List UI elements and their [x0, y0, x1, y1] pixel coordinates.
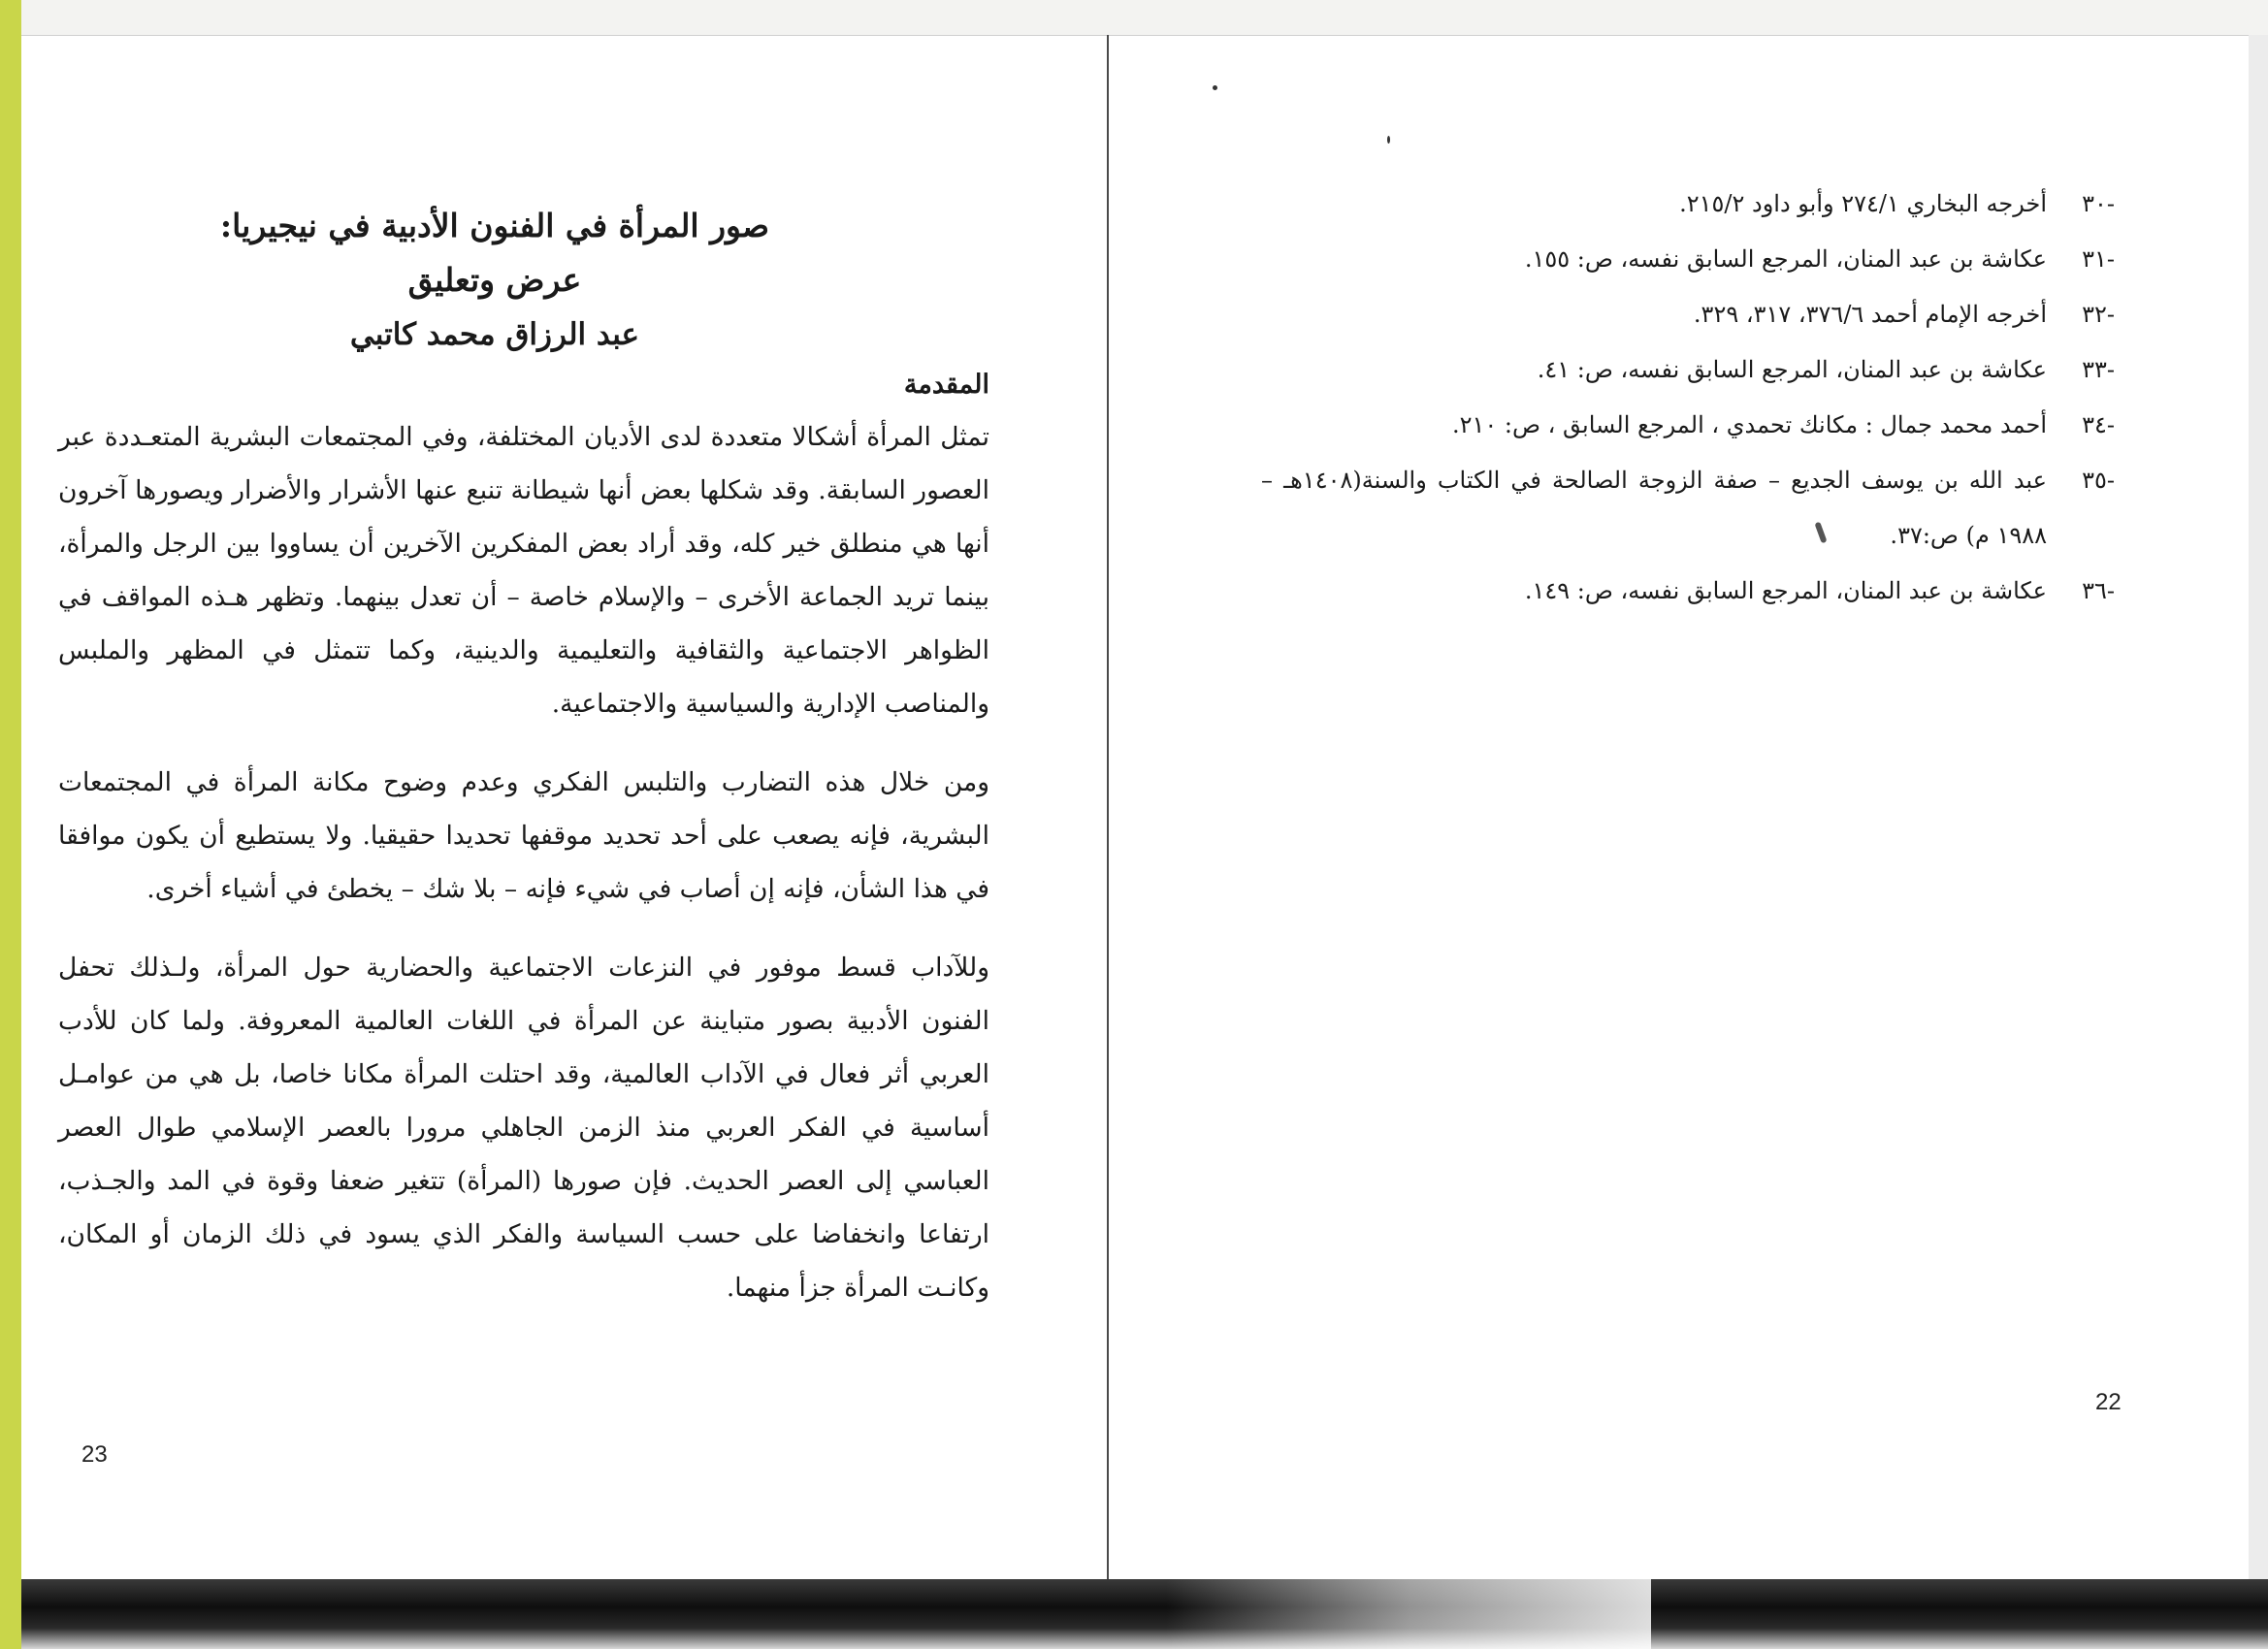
- endnote-item: [1261, 232, 2115, 287]
- article-subtitle: عرض وتعليق: [407, 261, 582, 299]
- scan-speck: [1387, 136, 1390, 144]
- endnote-text: أحمد محمد جمال : مكانك تحمدي ، المرجع السابق ، ص: ٢١٠.: [1451, 411, 2047, 438]
- endnote-number: -٣٦: [2082, 577, 2115, 604]
- page-number-right: 22: [2095, 1389, 2122, 1415]
- endnote-number: -٣٣: [2082, 356, 2115, 383]
- endnote-text: عكاشة بن عبد المنان، المرجع السابق نفسه، ص: ١٤٩.: [1524, 577, 2047, 604]
- endnote-number: -٣٠: [2082, 190, 2115, 217]
- left-page: [58, 199, 989, 1340]
- paragraph-3: وللآداب قسط موفور في النزعات الاجتماعية والحضارية حول المرأة، ولـذلك تحفل الفنون الأدبية بصور متباينة عن المرأة في اللغات العالمية المعروفة. ولما كان للأدب العربي أثر فعال في الآداب العالمية، وقد احتلت المرأة مكانا خاصا، بل هي من عوامـل أساسية في الفكر العربي منذ الزمن الجاهلي مرورا بالعصر الإسلامي طوال العصر العباسي إلى العصر الحديث. فإن صورها (المرأة) تتغير ضعفا وقوة في المد والجـذب، ارتفاعا وانخفاضا على حسب السياسة والفكر الذي يسود في ذلك الزمان أو المكان، وكانـت المرأة جزأ منهما.: [58, 953, 989, 1303]
- endnote-item: [1261, 287, 2115, 342]
- endnote-item: [1261, 564, 2115, 619]
- endnote-text: عكاشة بن عبد المنان، المرجع السابق نفسه، ص: ٤١.: [1537, 356, 2047, 383]
- endnote-item: [1261, 342, 2115, 398]
- page-number-left: 23: [81, 1441, 108, 1468]
- scan-right-edge: [2249, 35, 2268, 1587]
- endnote-item: [1261, 177, 2115, 232]
- paragraph-2: ومن خلال هذه التضارب والتلبس الفكري وعدم وضوح مكانة المرأة في المجتمعات البشرية، فإنه يصعب على أحد تحديد موقفها تحديدا حقيقيا. ولا يستطيع أن يكون موافقا في هذا الشأن، فإنه إن أصاب في شيء فإنه – بلا شك – يخطئ في أشياء أخرى.: [58, 767, 989, 904]
- book-spine-fold: [1107, 35, 1109, 1587]
- endnote-number: -٣١: [2082, 245, 2115, 273]
- scan-bottom-shadow: [21, 1579, 2268, 1649]
- endnote-number: -٣٤: [2082, 411, 2115, 438]
- endnote-text: عكاشة بن عبد المنان، المرجع السابق نفسه، ص: ١٥٥.: [1524, 245, 2047, 273]
- section-heading-introduction: المقدمة: [903, 370, 989, 400]
- endnote-text: أخرجه الإمام أحمد ٣٧٦/٦، ٣١٧، ٣٢٩.: [1693, 301, 2047, 328]
- endnote-number: -٣٥: [2082, 467, 2115, 494]
- paragraph-1: تمثل المرأة أشكالا متعددة لدى الأديان المختلفة، وفي المجتمعات البشرية المتعـددة عبر العصور السابقة. وقد شكلها بعض أنها شيطانة تنبع عنها الأشرار والأضرار ويصورها آخرون أنها هي منطلق خير كله، وقد أراد بعض المفكرين الآخرين أن يساووا بين الرجل والمرأة، بينما تريد الجماعة الأخرى – والإسلام خاصة – أن تعدل بينهما. وتظهر هـذه المواقف في الظواهر الاجتماعية والثقافية والتعليمية والدينية، وكما تتمثل في المظهر والملبس والمناصب الإدارية والسياسية والاجتماعية.: [58, 422, 989, 719]
- article-author: عبد الرزاق محمد كاتبي: [349, 317, 640, 352]
- endnote-text: أخرجه البخاري ٢٧٤/١ وأبو داود ٢١٥/٢.: [1679, 190, 2047, 217]
- endnote-item: [1261, 398, 2115, 453]
- scan-speck: [1213, 85, 1217, 90]
- scanner-yellow-border: [0, 0, 21, 1649]
- endnotes-list: [1261, 177, 2115, 619]
- scan-top-edge: [21, 0, 2268, 36]
- endnote-number: -٣٢: [2082, 301, 2115, 328]
- article-title: صور المرأة في الفنون الأدبية في نيجيريا:: [219, 207, 770, 244]
- endnote-text: عبد الله بن يوسف الجديع – صفة الزوجة الصالحة في الكتاب والسنة(١٤٠٨هـ – ١٩٨٨ م) ص:٣٧.: [1261, 467, 2047, 549]
- endnote-item: [1261, 453, 2115, 564]
